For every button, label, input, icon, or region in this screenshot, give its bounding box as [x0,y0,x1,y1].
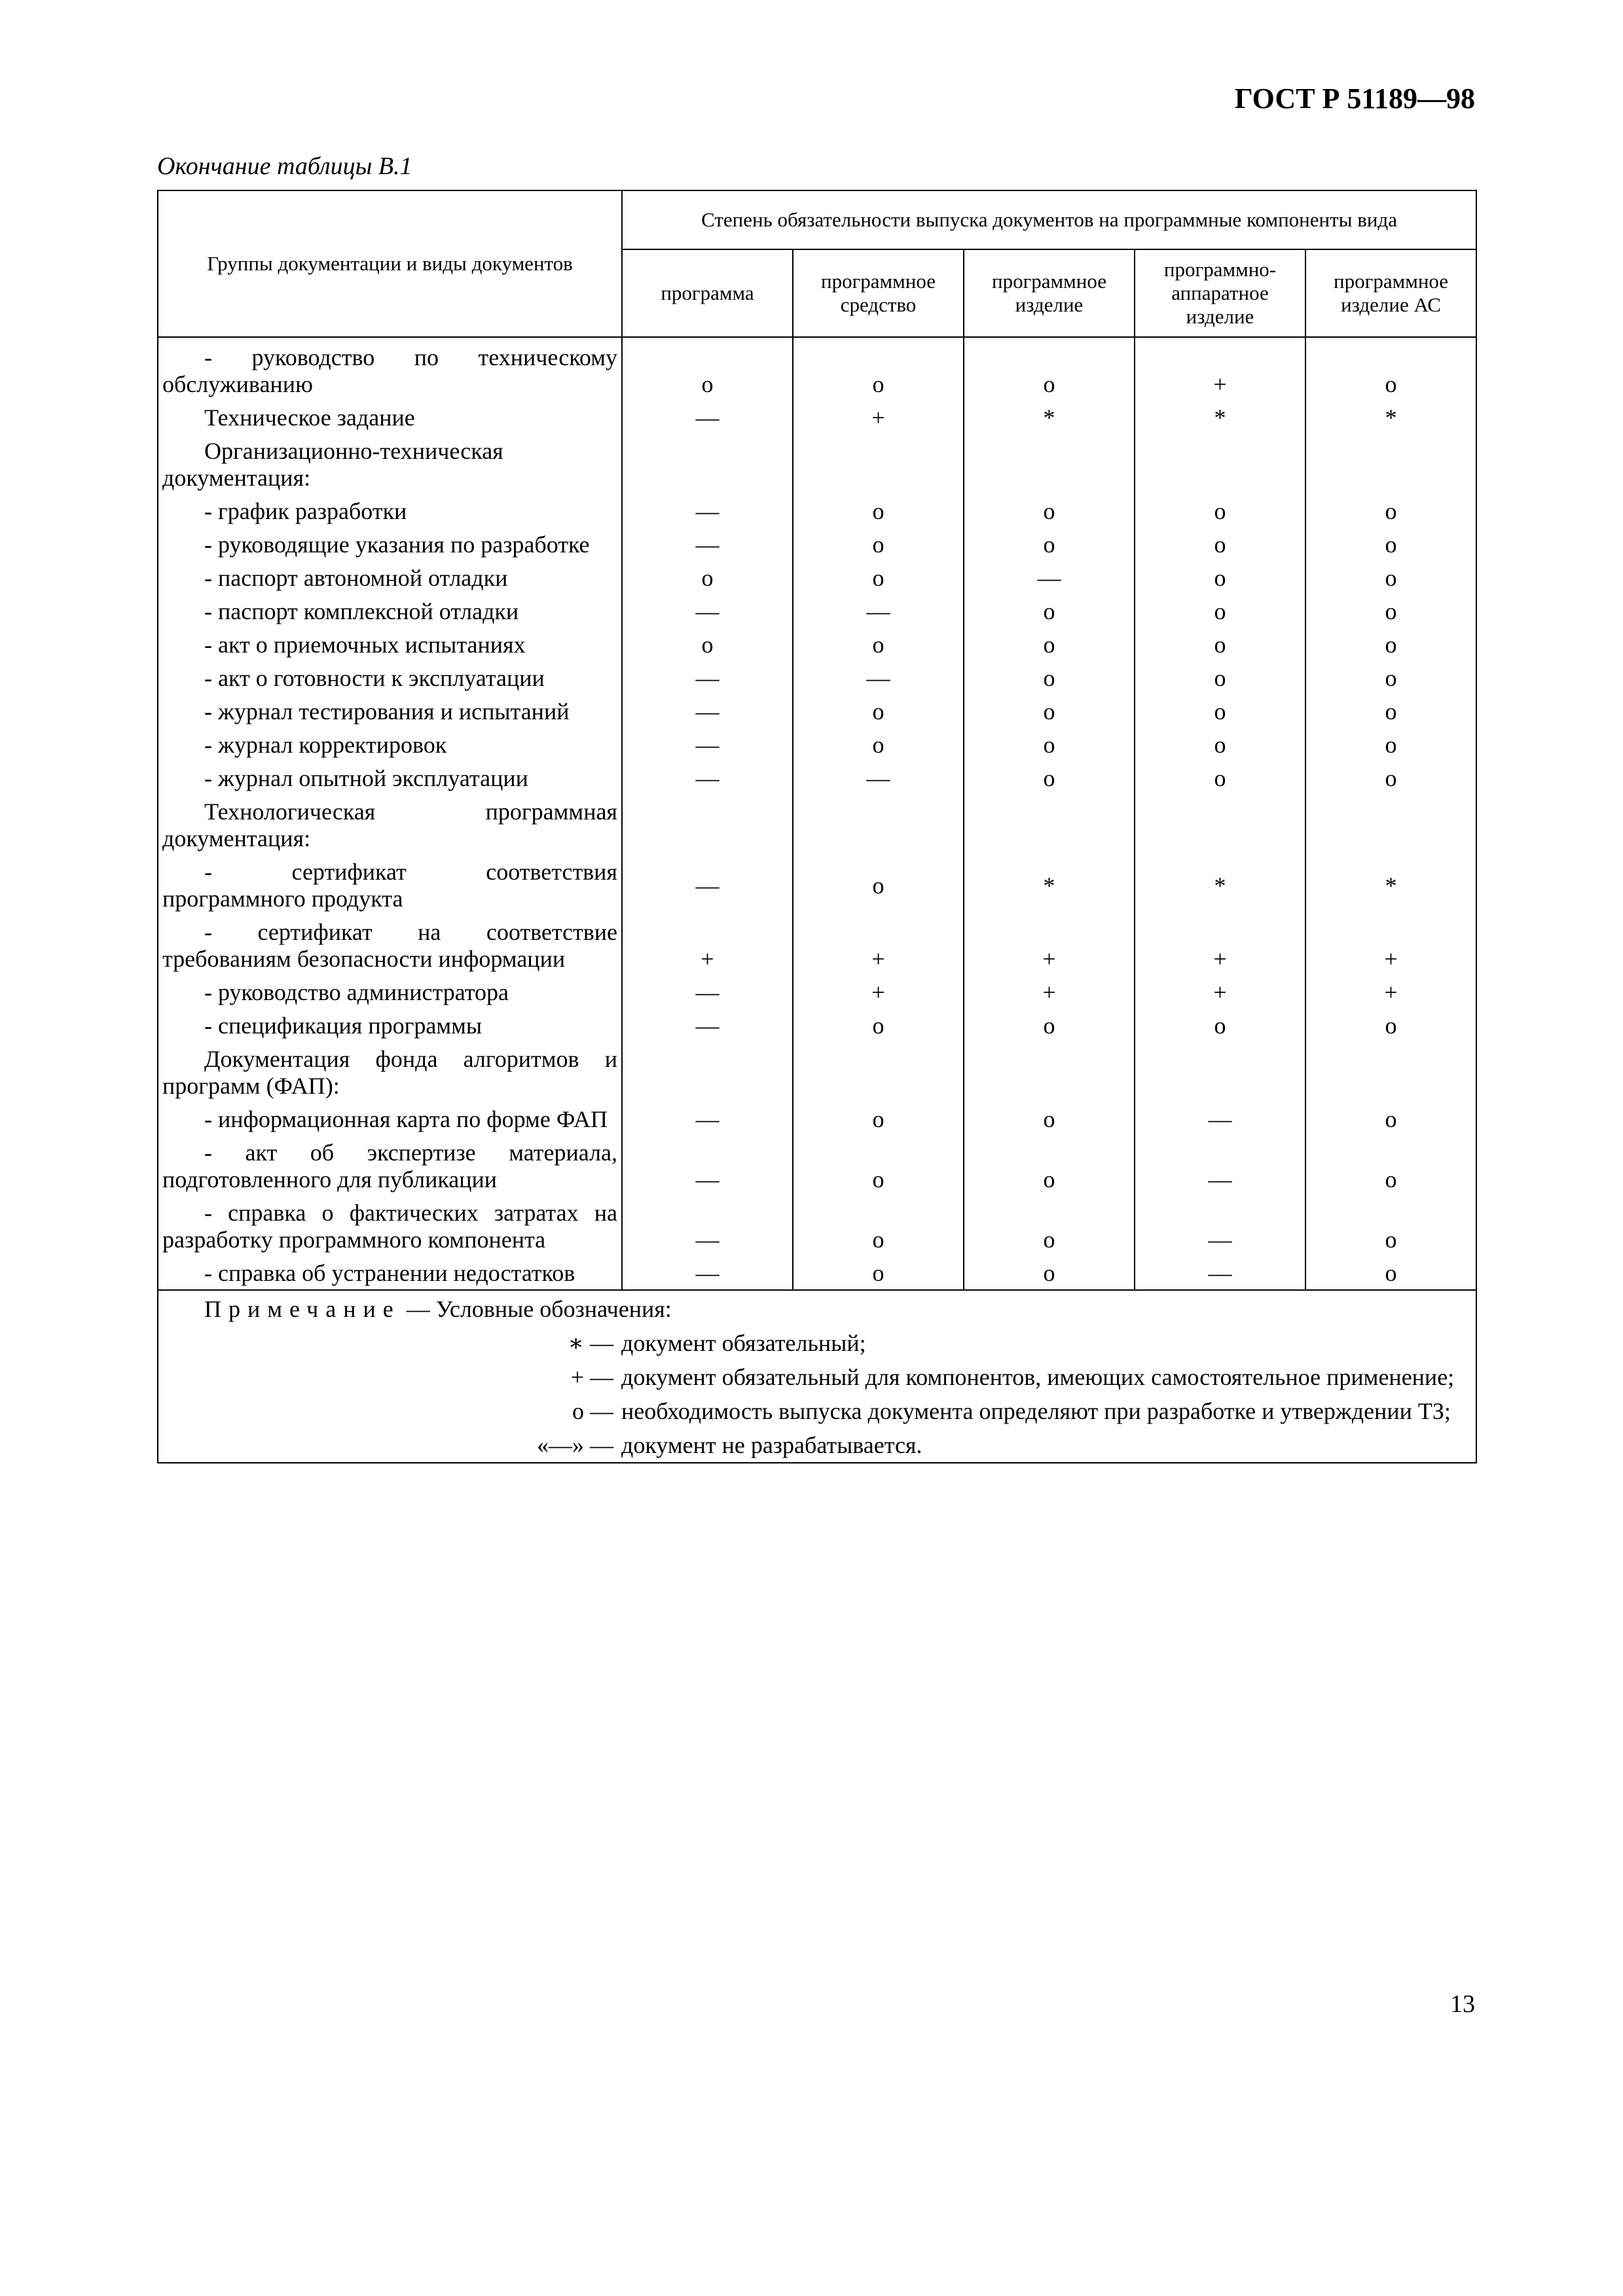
table-row [158,662,1476,695]
obligation-mark-cell: + [1135,916,1305,976]
obligation-mark-cell: — [622,1103,793,1136]
obligation-mark-cell: o [793,728,964,762]
obligation-mark-cell: o [1305,695,1476,728]
obligation-mark-cell [1305,1043,1476,1103]
column-header-software-product: программное изделие [964,249,1135,337]
obligation-mark-cell: o [793,855,964,916]
obligation-mark-cell: — [622,528,793,562]
obligation-mark-cell: — [964,562,1135,595]
table-row [158,762,1476,795]
document-type-cell: - сертификат соответствия программного продукта [158,855,622,916]
obligation-table [157,190,1477,1463]
obligation-mark-cell: + [964,976,1135,1009]
document-type-cell: Организационно-техническая документация: [158,435,622,495]
obligation-mark-cell: — [1135,1196,1305,1257]
legend-item [158,1360,1476,1394]
obligation-mark-cell: — [622,762,793,795]
legend-text: документ не разрабатывается. [621,1432,922,1458]
document-id: ГОСТ Р 51189—98 [1234,82,1475,115]
obligation-mark-cell: — [1135,1103,1305,1136]
table-row [158,595,1476,628]
obligation-mark-cell: o [1135,495,1305,528]
obligation-mark-cell [622,435,793,495]
obligation-mark-cell: o [1305,495,1476,528]
obligation-mark-cell: — [622,1136,793,1196]
obligation-mark-cell: o [1305,728,1476,762]
table-row [158,1196,1476,1257]
obligation-mark-cell [1135,1043,1305,1103]
table-row [158,495,1476,528]
obligation-mark-cell: o [964,1009,1135,1043]
legend-symbol: «—» — [537,1432,613,1458]
obligation-mark-cell: o [964,1103,1135,1136]
legend-text: необходимость выпуска документа определяют при разработке и утверждении ТЗ; [621,1398,1451,1424]
obligation-mark-cell [793,1043,964,1103]
obligation-mark-cell [793,435,964,495]
document-type-cell: - журнал корректировок [158,728,622,762]
obligation-mark-cell: — [793,662,964,695]
obligation-mark-cell: o [1305,1136,1476,1196]
obligation-mark-cell: o [793,1257,964,1290]
table-body [158,337,1476,1290]
obligation-mark-cell: o [1305,1196,1476,1257]
obligation-mark-cell: o [964,628,1135,662]
obligation-mark-cell: — [622,495,793,528]
obligation-mark-cell: o [1135,595,1305,628]
obligation-mark-cell: — [793,762,964,795]
obligation-mark-cell: o [964,595,1135,628]
obligation-mark-cell [622,1043,793,1103]
table-row [158,401,1476,435]
table-note [158,1290,1476,1463]
group-header: Степень обязательности выпуска документов на программные компоненты вида [622,190,1476,249]
legend-item [158,1428,1476,1462]
obligation-mark-cell [1135,795,1305,855]
obligation-mark-cell: o [964,1196,1135,1257]
table-row [158,1103,1476,1136]
page-number: 13 [1450,1990,1475,2018]
legend-item [158,1394,1476,1428]
obligation-mark-cell: + [793,401,964,435]
obligation-mark-cell: + [793,916,964,976]
obligation-mark-cell: o [1135,762,1305,795]
obligation-mark-cell: — [622,976,793,1009]
obligation-mark-cell: o [1135,628,1305,662]
obligation-mark-cell: o [1305,562,1476,595]
obligation-mark-cell: * [1135,855,1305,916]
obligation-mark-cell: — [622,855,793,916]
table-row [158,528,1476,562]
column-header-as-software-product: программное изделие АС [1305,249,1476,337]
note-title: Примечание — Условные обозначения: [204,1296,672,1322]
obligation-mark-cell: o [1135,562,1305,595]
obligation-mark-cell: * [1305,401,1476,435]
document-type-cell: - руководящие указания по разработке [158,528,622,562]
obligation-mark-cell [1305,795,1476,855]
obligation-mark-cell: o [793,528,964,562]
obligation-mark-cell: o [964,528,1135,562]
legend-text: документ обязательный для компонентов, имеющих самостоятельное применение; [621,1364,1455,1390]
obligation-mark-cell: o [964,762,1135,795]
obligation-mark-cell [964,795,1135,855]
column-header-program: программа [622,249,793,337]
obligation-mark-cell: o [964,728,1135,762]
document-type-cell: - руководство администратора [158,976,622,1009]
obligation-mark-cell: o [964,1257,1135,1290]
document-type-cell: - график разработки [158,495,622,528]
obligation-mark-cell: o [793,628,964,662]
obligation-mark-cell: — [622,695,793,728]
document-type-cell: - акт о готовности к эксплуатации [158,662,622,695]
document-type-cell: - акт об экспертизе материала, подготовленного для публикации [158,1136,622,1196]
table-row [158,1043,1476,1103]
obligation-mark-cell: o [622,628,793,662]
document-type-cell: - журнал тестирования и испытаний [158,695,622,728]
obligation-mark-cell: + [793,976,964,1009]
obligation-mark-cell [1135,435,1305,495]
document-type-cell: Техническое задание [158,401,622,435]
document-type-cell: - сертификат на соответствие требованиям безопасности информации [158,916,622,976]
obligation-mark-cell: — [1135,1257,1305,1290]
obligation-mark-cell: o [1305,528,1476,562]
table-row [158,562,1476,595]
table-row [158,1009,1476,1043]
document-type-cell: - спецификация программы [158,1009,622,1043]
table-row [158,976,1476,1009]
table-row [158,628,1476,662]
obligation-mark-cell [1305,435,1476,495]
table-row [158,728,1476,762]
obligation-mark-cell: o [1135,695,1305,728]
obligation-mark-cell: — [622,1009,793,1043]
document-type-cell: - акт о приемочных испытаниях [158,628,622,662]
obligation-mark-cell: — [622,401,793,435]
obligation-mark-cell [964,435,1135,495]
obligation-mark-cell: o [1305,1009,1476,1043]
document-type-cell: Документация фонда алгоритмов и программ (ФАП): [158,1043,622,1103]
obligation-mark-cell: o [1135,528,1305,562]
document-type-cell: - информационная карта по форме ФАП [158,1103,622,1136]
column-header-software-tool: программное средство [793,249,964,337]
obligation-mark-cell: o [793,1136,964,1196]
obligation-mark-cell: o [1305,595,1476,628]
table-row [158,695,1476,728]
obligation-mark-cell: o [964,495,1135,528]
obligation-mark-cell: o [1305,628,1476,662]
obligation-mark-cell: — [622,728,793,762]
obligation-mark-cell: — [1135,1136,1305,1196]
obligation-mark-cell: o [793,495,964,528]
obligation-mark-cell: + [1305,976,1476,1009]
obligation-mark-cell: o [622,337,793,401]
table-caption: Окончание таблицы В.1 [157,152,412,180]
column-header-hardware-software-product: программно-аппаратное изделие [1135,249,1305,337]
legend-symbol: ∗ — [568,1330,613,1356]
obligation-mark-cell: o [793,337,964,401]
obligation-mark-cell: o [1305,662,1476,695]
obligation-mark-cell: — [622,1196,793,1257]
obligation-mark-cell: o [1135,728,1305,762]
obligation-mark-cell: — [622,1257,793,1290]
obligation-mark-cell: + [964,916,1135,976]
obligation-mark-cell: o [1305,337,1476,401]
table-row [158,435,1476,495]
obligation-mark-cell: o [793,695,964,728]
table-row [158,337,1476,401]
obligation-mark-cell: o [793,562,964,595]
obligation-mark-cell: o [793,1009,964,1043]
obligation-mark-cell: o [1305,1103,1476,1136]
obligation-mark-cell: * [1305,855,1476,916]
obligation-mark-cell: o [1305,1257,1476,1290]
obligation-mark-cell: o [622,562,793,595]
obligation-mark-cell: o [1135,1009,1305,1043]
obligation-mark-cell: o [793,1103,964,1136]
legend-item [158,1326,1476,1360]
obligation-mark-cell: + [1135,976,1305,1009]
obligation-mark-cell: * [964,855,1135,916]
document-type-cell: - паспорт автономной отладки [158,562,622,595]
obligation-mark-cell [622,795,793,855]
obligation-mark-cell: + [1305,916,1476,976]
legend-symbol: о — [572,1398,613,1424]
obligation-mark-cell: o [964,695,1135,728]
document-type-cell: - паспорт комплексной отладки [158,595,622,628]
obligation-mark-cell: — [793,595,964,628]
table-row [158,855,1476,916]
obligation-mark-cell [793,795,964,855]
table-row [158,795,1476,855]
obligation-mark-cell: * [1135,401,1305,435]
document-type-cell: - руководство по техническому обслуживанию [158,337,622,401]
obligation-mark-cell [964,1043,1135,1103]
obligation-mark-cell: * [964,401,1135,435]
legend-text: документ обязательный; [621,1330,866,1356]
document-type-cell: Технологическая программная документация: [158,795,622,855]
obligation-mark-cell: — [622,595,793,628]
obligation-mark-cell: o [964,662,1135,695]
table-row [158,1257,1476,1290]
obligation-mark-cell: + [1135,337,1305,401]
column-header-groups: Группы документации и виды документов [158,190,622,337]
obligation-mark-cell: — [622,662,793,695]
document-type-cell: - журнал опытной эксплуатации [158,762,622,795]
obligation-mark-cell: + [622,916,793,976]
obligation-mark-cell: o [1135,662,1305,695]
document-type-cell: - справка о фактических затратах на разработку программного компонента [158,1196,622,1257]
table-row [158,916,1476,976]
obligation-mark-cell: o [793,1196,964,1257]
obligation-mark-cell: o [964,337,1135,401]
obligation-mark-cell: o [1305,762,1476,795]
obligation-mark-cell: o [964,1136,1135,1196]
legend-symbol: + — [570,1364,613,1390]
document-type-cell: - справка об устранении недостатков [158,1257,622,1290]
table-row [158,1136,1476,1196]
